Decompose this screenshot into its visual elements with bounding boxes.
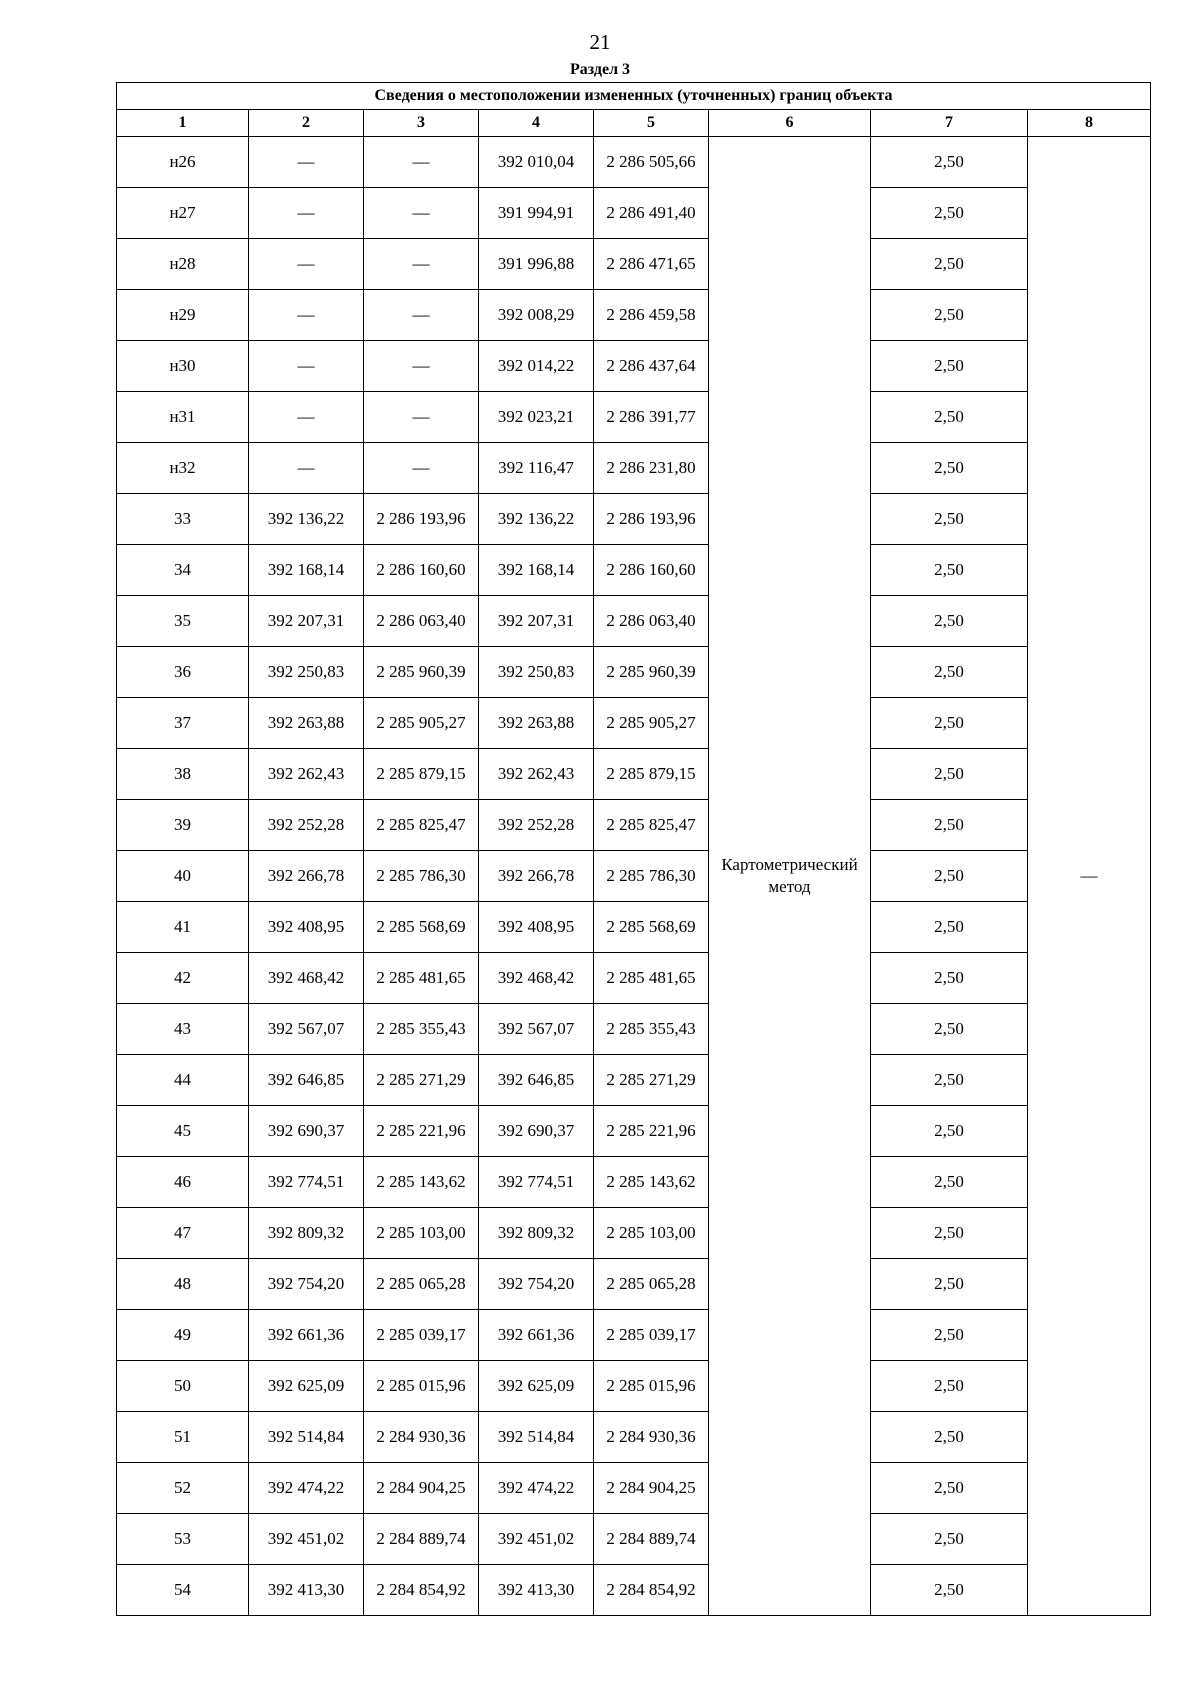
table-body [117,137,1151,1616]
accuracy-cell: 2,50 [871,1004,1028,1055]
accuracy-cell: 2,50 [871,1106,1028,1157]
coordinate-cell: 2 286 505,66 [594,137,709,188]
point-number-cell: 37 [117,698,249,749]
column-header: 4 [479,110,594,137]
coordinate-cell: 2 285 960,39 [594,647,709,698]
point-number-cell: 42 [117,953,249,1004]
accuracy-cell: 2,50 [871,953,1028,1004]
coordinate-cell: 392 625,09 [479,1361,594,1412]
point-number-cell: 41 [117,902,249,953]
coordinate-cell: 392 014,22 [479,341,594,392]
table-row [117,1565,1151,1616]
table-row [117,392,1151,443]
coordinate-cell: 391 996,88 [479,239,594,290]
accuracy-cell: 2,50 [871,902,1028,953]
accuracy-cell: 2,50 [871,545,1028,596]
table-row [117,239,1151,290]
method-cell: Картометрический метод [709,137,871,1616]
coordinate-cell: 392 474,22 [479,1463,594,1514]
table-row [117,545,1151,596]
coordinate-cell: — [249,290,364,341]
table-row [117,1106,1151,1157]
point-number-cell: 45 [117,1106,249,1157]
point-number-cell: н28 [117,239,249,290]
coordinate-cell: 392 252,28 [249,800,364,851]
coordinate-cell: 392 116,47 [479,443,594,494]
table-row [117,494,1151,545]
column-header: 1 [117,110,249,137]
accuracy-cell: 2,50 [871,1412,1028,1463]
point-number-cell: 35 [117,596,249,647]
accuracy-cell: 2,50 [871,1055,1028,1106]
coordinate-cell: 2 285 015,96 [594,1361,709,1412]
point-number-cell: н32 [117,443,249,494]
coordinate-cell: 392 514,84 [249,1412,364,1463]
coordinate-cell: 2 284 889,74 [594,1514,709,1565]
coordinate-cell: 392 207,31 [479,596,594,647]
coordinate-cell: 392 514,84 [479,1412,594,1463]
table-row [117,1514,1151,1565]
accuracy-cell: 2,50 [871,188,1028,239]
table-row [117,749,1151,800]
coordinate-cell: 392 690,37 [249,1106,364,1157]
coordinate-cell: 2 286 193,96 [364,494,479,545]
page-number: 21 [589,30,611,54]
accuracy-cell: 2,50 [871,1463,1028,1514]
accuracy-cell: 2,50 [871,239,1028,290]
coordinate-cell: 2 285 905,27 [364,698,479,749]
coordinate-cell: 2 285 065,28 [364,1259,479,1310]
coordinate-cell: 2 284 930,36 [594,1412,709,1463]
accuracy-cell: 2,50 [871,698,1028,749]
coordinate-cell: 2 286 160,60 [594,545,709,596]
point-number-cell: 46 [117,1157,249,1208]
coordinate-cell: 392 625,09 [249,1361,364,1412]
point-number-cell: 43 [117,1004,249,1055]
coordinate-cell: 2 286 160,60 [364,545,479,596]
coordinate-cell: — [364,188,479,239]
point-number-cell: н31 [117,392,249,443]
coordinate-cell: 2 286 231,80 [594,443,709,494]
point-number-cell: 47 [117,1208,249,1259]
coordinate-cell: 2 285 905,27 [594,698,709,749]
accuracy-cell: 2,50 [871,1259,1028,1310]
coordinate-cell: 2 285 568,69 [364,902,479,953]
coordinate-cell: 2 284 904,25 [364,1463,479,1514]
coordinate-cell: 2 285 065,28 [594,1259,709,1310]
table-row [117,290,1151,341]
coordinate-cell: 392 690,37 [479,1106,594,1157]
table-row [117,1412,1151,1463]
coordinate-cell: 392 010,04 [479,137,594,188]
table-row [117,800,1151,851]
coordinate-cell: 392 266,78 [249,851,364,902]
point-number-cell: н27 [117,188,249,239]
table-row [117,443,1151,494]
coordinate-cell: 392 567,07 [249,1004,364,1055]
coordinate-cell: 2 286 491,40 [594,188,709,239]
coordinate-cell: 2 284 904,25 [594,1463,709,1514]
coordinate-cell: 392 008,29 [479,290,594,341]
coordinate-cell: 392 451,02 [249,1514,364,1565]
point-number-cell: н30 [117,341,249,392]
column-header: 7 [871,110,1028,137]
coordinate-cell: 392 413,30 [479,1565,594,1616]
coordinate-cell: 392 646,85 [249,1055,364,1106]
table-row [117,596,1151,647]
coordinate-cell: 2 285 481,65 [364,953,479,1004]
table-row [117,647,1151,698]
column-header-row [117,110,1151,137]
point-number-cell: 36 [117,647,249,698]
coordinate-cell: 392 266,78 [479,851,594,902]
accuracy-cell: 2,50 [871,596,1028,647]
table-row [117,1361,1151,1412]
coordinate-cell: — [364,443,479,494]
point-number-cell: 34 [117,545,249,596]
coordinate-cell: 2 284 854,92 [364,1565,479,1616]
table-row [117,1157,1151,1208]
coordinate-cell: 2 285 221,96 [594,1106,709,1157]
table-row [117,1259,1151,1310]
coordinate-cell: 392 262,43 [479,749,594,800]
coordinate-cell: 392 774,51 [479,1157,594,1208]
coordinate-cell: 392 263,88 [479,698,594,749]
point-number-cell: 52 [117,1463,249,1514]
table-row [117,1310,1151,1361]
accuracy-cell: 2,50 [871,1208,1028,1259]
point-number-cell: 44 [117,1055,249,1106]
coordinate-cell: 392 263,88 [249,698,364,749]
column-header: 3 [364,110,479,137]
point-number-cell: 33 [117,494,249,545]
coordinate-cell: 392 468,42 [249,953,364,1004]
column-header: 2 [249,110,364,137]
table-row [117,1208,1151,1259]
table-row [117,1463,1151,1514]
table-row [117,1004,1151,1055]
coordinate-cell: 2 285 143,62 [594,1157,709,1208]
column-header: 8 [1028,110,1151,137]
coordinate-cell: 2 286 437,64 [594,341,709,392]
coordinate-cell: 2 285 568,69 [594,902,709,953]
coordinate-cell: 2 285 825,47 [364,800,479,851]
table-row [117,341,1151,392]
accuracy-cell: 2,50 [871,851,1028,902]
coordinate-cell: 392 661,36 [249,1310,364,1361]
point-number-cell: 53 [117,1514,249,1565]
coordinate-cell: — [249,341,364,392]
coordinate-cell: — [249,188,364,239]
coordinate-cell: 2 286 063,40 [364,596,479,647]
table-row [117,137,1151,188]
accuracy-cell: 2,50 [871,341,1028,392]
point-number-cell: н29 [117,290,249,341]
boundary-coordinates-table [116,82,1151,1616]
coordinate-cell: 392 252,28 [479,800,594,851]
coordinate-cell: 2 285 879,15 [364,749,479,800]
coordinate-cell: 2 284 930,36 [364,1412,479,1463]
table-row [117,698,1151,749]
coordinate-cell: 392 774,51 [249,1157,364,1208]
accuracy-cell: 2,50 [871,1310,1028,1361]
table-row [117,188,1151,239]
accuracy-cell: 2,50 [871,800,1028,851]
coordinate-cell: 392 809,32 [479,1208,594,1259]
coordinate-cell: 2 285 355,43 [594,1004,709,1055]
coordinate-cell: — [249,137,364,188]
coordinate-cell: 392 023,21 [479,392,594,443]
coordinate-cell: — [364,290,479,341]
accuracy-cell: 2,50 [871,137,1028,188]
coordinate-cell: 2 285 103,00 [594,1208,709,1259]
table-row [117,902,1151,953]
coordinate-cell: 2 285 960,39 [364,647,479,698]
coordinate-cell: 2 285 825,47 [594,800,709,851]
accuracy-cell: 2,50 [871,1361,1028,1412]
coordinate-cell: — [364,392,479,443]
point-number-cell: 48 [117,1259,249,1310]
coordinate-cell: 392 567,07 [479,1004,594,1055]
accuracy-cell: 2,50 [871,1565,1028,1616]
coordinate-cell: 392 754,20 [249,1259,364,1310]
coordinate-cell: 2 285 879,15 [594,749,709,800]
point-number-cell: 54 [117,1565,249,1616]
description-cell: — [1028,137,1151,1616]
coordinate-cell: 392 754,20 [479,1259,594,1310]
coordinate-cell: — [364,137,479,188]
coordinate-cell: 2 285 786,30 [594,851,709,902]
coordinate-cell: 2 286 459,58 [594,290,709,341]
point-number-cell: н26 [117,137,249,188]
coordinate-cell: 392 661,36 [479,1310,594,1361]
point-number-cell: 39 [117,800,249,851]
coordinate-cell: 392 809,32 [249,1208,364,1259]
coordinate-cell: 392 250,83 [249,647,364,698]
coordinate-cell: — [364,239,479,290]
accuracy-cell: 2,50 [871,290,1028,341]
coordinate-cell: 2 285 355,43 [364,1004,479,1055]
column-header: 6 [709,110,871,137]
point-number-cell: 51 [117,1412,249,1463]
table-row [117,953,1151,1004]
coordinate-cell: 392 646,85 [479,1055,594,1106]
coordinate-cell: 2 284 854,92 [594,1565,709,1616]
table-caption: Сведения о местоположении измененных (уточненных) границ объекта [117,83,1151,110]
coordinate-cell: 2 285 271,29 [594,1055,709,1106]
coordinate-cell: 2 285 103,00 [364,1208,479,1259]
coordinate-cell: 392 168,14 [249,545,364,596]
point-number-cell: 49 [117,1310,249,1361]
point-number-cell: 40 [117,851,249,902]
coordinate-cell: 2 285 039,17 [594,1310,709,1361]
accuracy-cell: 2,50 [871,1157,1028,1208]
coordinate-cell: — [249,239,364,290]
coordinate-cell: 391 994,91 [479,188,594,239]
coordinate-cell: 392 468,42 [479,953,594,1004]
accuracy-cell: 2,50 [871,494,1028,545]
coordinate-cell: 392 413,30 [249,1565,364,1616]
section-title: Раздел 3 [569,61,631,78]
coordinate-cell: 2 285 221,96 [364,1106,479,1157]
coordinate-cell: 2 285 786,30 [364,851,479,902]
coordinate-cell: 2 285 015,96 [364,1361,479,1412]
coordinate-cell: 392 408,95 [479,902,594,953]
coordinate-cell: — [364,341,479,392]
coordinate-cell: 392 207,31 [249,596,364,647]
coordinate-cell: 2 285 481,65 [594,953,709,1004]
coordinate-cell: 392 136,22 [479,494,594,545]
coordinate-cell: 2 286 193,96 [594,494,709,545]
coordinate-cell: 392 250,83 [479,647,594,698]
coordinate-cell: 2 285 143,62 [364,1157,479,1208]
coordinate-cell: 2 285 271,29 [364,1055,479,1106]
coordinate-cell: — [249,392,364,443]
column-header: 5 [594,110,709,137]
accuracy-cell: 2,50 [871,443,1028,494]
coordinate-cell: 392 474,22 [249,1463,364,1514]
table-row [117,851,1151,902]
accuracy-cell: 2,50 [871,749,1028,800]
accuracy-cell: 2,50 [871,392,1028,443]
coordinate-cell: 2 286 391,77 [594,392,709,443]
accuracy-cell: 2,50 [871,647,1028,698]
coordinate-cell: 392 408,95 [249,902,364,953]
coordinate-cell: 392 451,02 [479,1514,594,1565]
point-number-cell: 50 [117,1361,249,1412]
coordinate-cell: 392 168,14 [479,545,594,596]
point-number-cell: 38 [117,749,249,800]
coordinate-cell: 2 284 889,74 [364,1514,479,1565]
coordinate-cell: — [249,443,364,494]
accuracy-cell: 2,50 [871,1514,1028,1565]
coordinate-cell: 2 286 471,65 [594,239,709,290]
coordinate-cell: 392 262,43 [249,749,364,800]
coordinate-cell: 392 136,22 [249,494,364,545]
coordinate-cell: 2 286 063,40 [594,596,709,647]
coordinate-cell: 2 285 039,17 [364,1310,479,1361]
table-row [117,1055,1151,1106]
